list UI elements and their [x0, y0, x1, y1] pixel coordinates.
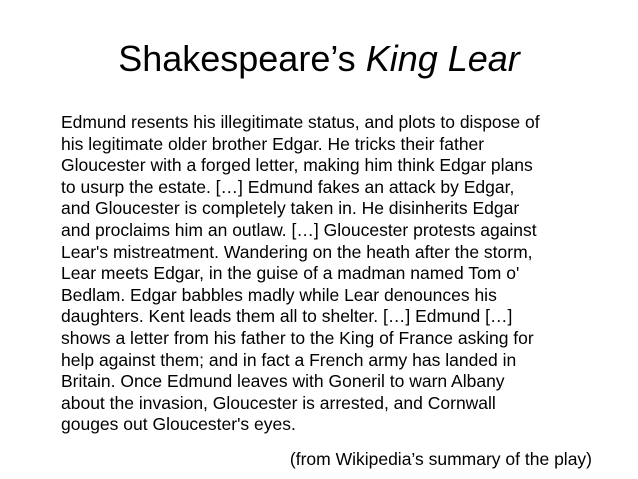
slide-title: [0, 38, 638, 80]
summary-line: shows a letter from his father to the King of France asking for: [61, 327, 534, 348]
title-play-name: King Lear: [365, 38, 520, 79]
summary-line: Edmund resents his illegitimate status, and plots to dispose of: [61, 112, 540, 132]
summary-line: Lear meets Edgar, in the guise of a madman named Tom o': [61, 263, 520, 284]
title-main: Shakespeare’s: [118, 38, 366, 79]
summary-line: help against them; and in fact a French army has landed in: [61, 349, 517, 370]
summary-line: and Gloucester is completely taken in. He disinherits Edgar: [61, 198, 520, 219]
summary-line: Gloucester with a forged letter, making him think Edgar plans: [61, 155, 533, 176]
summary-line: Britain. Once Edmund leaves with Goneril to warn Albany: [61, 371, 505, 392]
summary-line: Lear's mistreatment. Wandering on the heath after the storm,: [61, 241, 533, 262]
summary-line: and proclaims him an outlaw. […] Gloucester protests against: [61, 219, 537, 240]
summary-line: to usurp the estate. […] Edmund fakes an attack by Edgar,: [61, 176, 515, 197]
summary-line: his legitimate older brother Edgar. He tricks their father: [61, 133, 485, 154]
summary-paragraph: [61, 112, 621, 436]
summary-line: Bedlam. Edgar babbles madly while Lear denounces his: [61, 284, 497, 305]
summary-line: about the invasion, Gloucester is arrested, and Cornwall: [61, 392, 496, 413]
summary-line: daughters. Kent leads them all to shelter. […] Edmund […]: [61, 306, 513, 327]
source-attribution: (from Wikipedia’s summary of the play): [289, 449, 592, 469]
summary-line: gouges out Gloucester's eyes.: [61, 414, 296, 435]
